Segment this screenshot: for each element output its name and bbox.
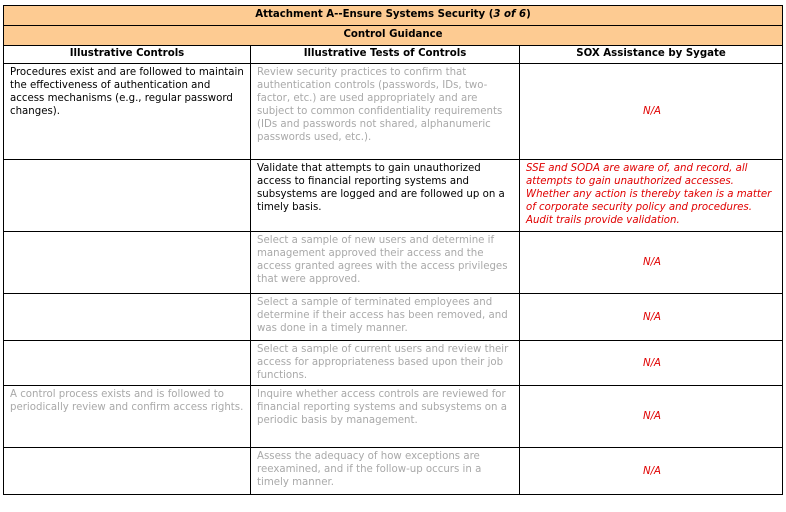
table-row bbox=[4, 232, 783, 294]
test-cell: Select a sample of terminated employees and determine if their access has been removed, and was done in a timely manner. bbox=[251, 294, 520, 341]
title-suffix: ) bbox=[526, 9, 531, 20]
test-cell: Assess the adequacy of how exceptions are reexamined, and if the follow-up occurs in a timely manner. bbox=[251, 448, 520, 495]
table-row bbox=[4, 448, 783, 495]
sox-cell: N/A bbox=[520, 64, 783, 160]
control-guidance-heading: Control Guidance bbox=[4, 26, 783, 46]
test-cell: Inquire whether access controls are reviewed for financial reporting systems and subsystems on a periodic basis by management. bbox=[251, 386, 520, 448]
subtitle-row bbox=[4, 26, 783, 46]
sox-cell: N/A bbox=[520, 294, 783, 341]
column-header-tests: Illustrative Tests of Controls bbox=[251, 46, 520, 64]
test-cell: Select a sample of new users and determine if management approved their access and the access granted agrees with the access privileges that were approved. bbox=[251, 232, 520, 294]
column-header-sox: SOX Assistance by Sygate bbox=[520, 46, 783, 64]
test-cell: Review security practices to confirm that authentication controls (passwords, IDs, two-factor, etc.) are used appropriately and are subject to common confidentiality requirements (IDs and passwords not shared, alphanumeric passwords used, etc.). bbox=[251, 64, 520, 160]
test-cell: Select a sample of current users and review their access for appropriateness based upon their job functions. bbox=[251, 341, 520, 386]
sox-cell: SSE and SODA are aware of, and record, all attempts to gain unauthorized accesses. Whether any action is thereby taken is a matter of corporate security policy and procedures. Audit trails provide validation. bbox=[520, 160, 783, 232]
test-cell: Validate that attempts to gain unauthorized access to financial reporting systems and subsystems are logged and are followed up on a timely basis. bbox=[251, 160, 520, 232]
control-cell bbox=[4, 160, 251, 232]
control-cell: Procedures exist and are followed to maintain the effectiveness of authentication and access mechanisms (e.g., regular password changes). bbox=[4, 64, 251, 160]
table-row bbox=[4, 160, 783, 232]
sox-cell: N/A bbox=[520, 448, 783, 495]
table-row bbox=[4, 64, 783, 160]
column-header-controls: Illustrative Controls bbox=[4, 46, 251, 64]
control-guidance-table bbox=[3, 5, 783, 495]
title-prefix: Attachment A--Ensure Systems Security ( bbox=[255, 9, 494, 20]
control-cell bbox=[4, 232, 251, 294]
table-row bbox=[4, 341, 783, 386]
control-cell bbox=[4, 341, 251, 386]
control-cell bbox=[4, 448, 251, 495]
attachment-title bbox=[4, 6, 783, 26]
control-cell bbox=[4, 294, 251, 341]
control-cell: A control process exists and is followed to periodically review and confirm access rights. bbox=[4, 386, 251, 448]
table-row bbox=[4, 294, 783, 341]
sox-cell: N/A bbox=[520, 232, 783, 294]
sox-cell: N/A bbox=[520, 341, 783, 386]
table-row bbox=[4, 386, 783, 448]
column-header-row bbox=[4, 46, 783, 64]
title-row bbox=[4, 6, 783, 26]
sox-cell: N/A bbox=[520, 386, 783, 448]
title-count: 3 of 6 bbox=[493, 9, 527, 20]
